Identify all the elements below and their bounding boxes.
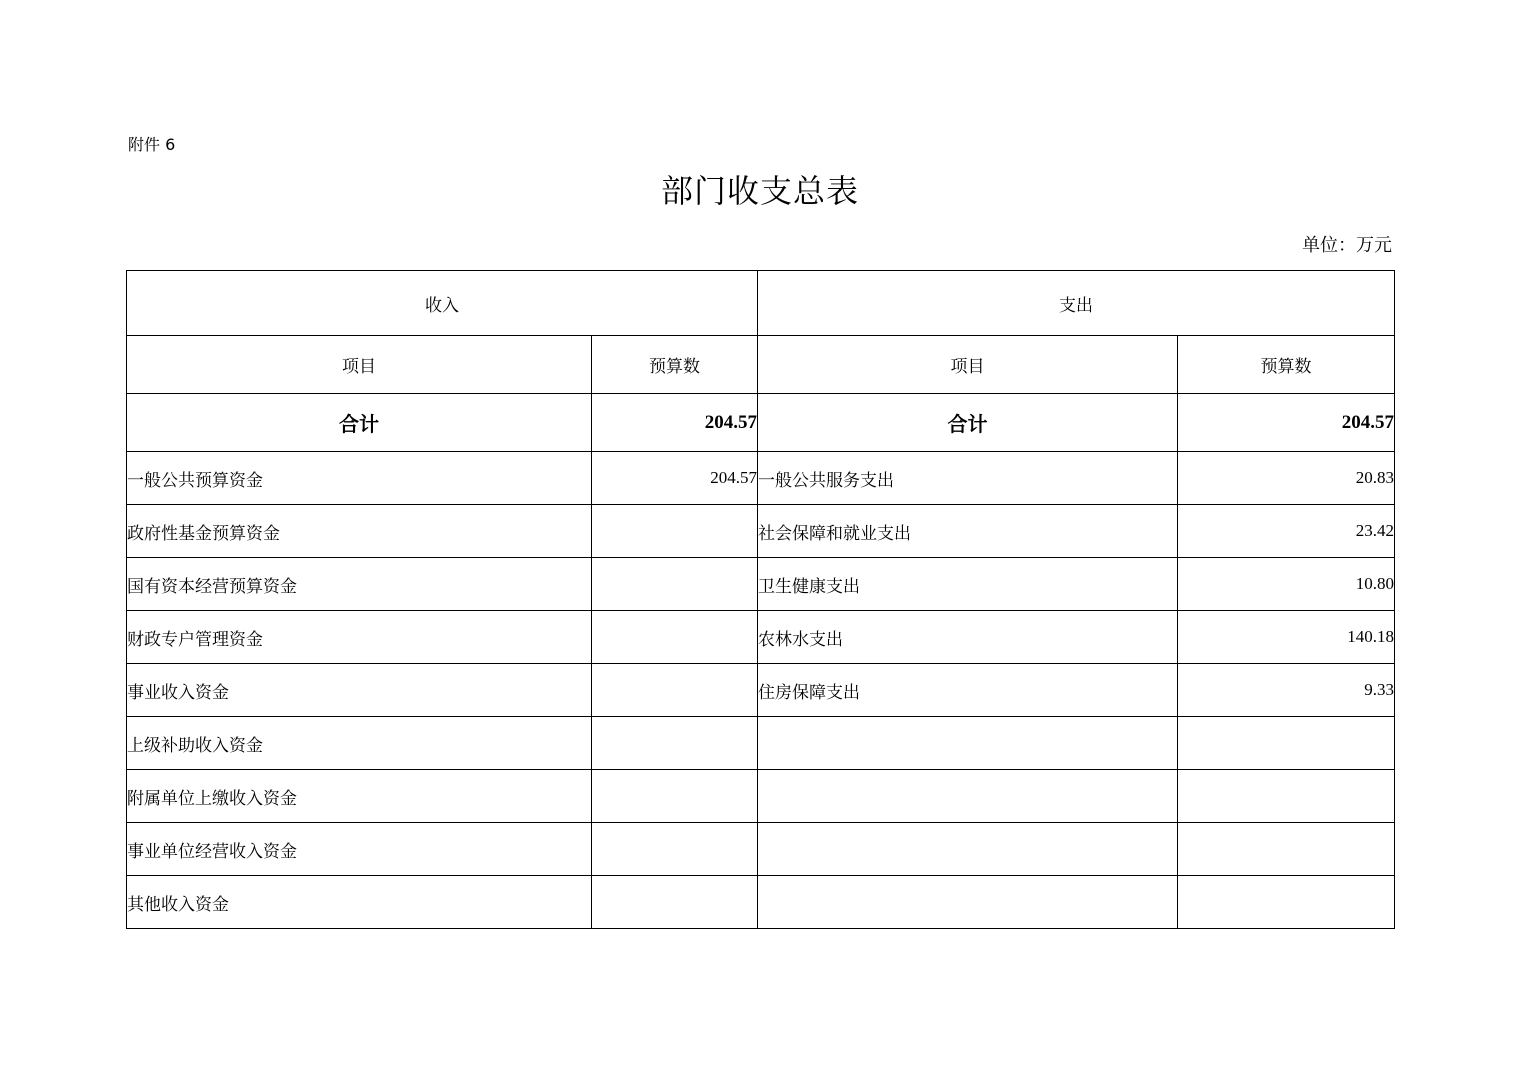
income-value <box>592 823 758 876</box>
column-header-row <box>127 336 1395 394</box>
income-item: 上级补助收入资金 <box>127 717 592 770</box>
expense-item <box>758 823 1178 876</box>
income-value <box>592 558 758 611</box>
table-row <box>127 717 1395 770</box>
income-value <box>592 876 758 929</box>
table-row <box>127 558 1395 611</box>
table-row <box>127 611 1395 664</box>
expense-value <box>1178 823 1395 876</box>
expense-budget-header: 预算数 <box>1178 336 1395 394</box>
expense-item-header: 项目 <box>758 336 1178 394</box>
budget-table <box>126 270 1395 929</box>
income-item: 附属单位上缴收入资金 <box>127 770 592 823</box>
income-item: 政府性基金预算资金 <box>127 505 592 558</box>
income-item: 财政专户管理资金 <box>127 611 592 664</box>
income-budget-header: 预算数 <box>592 336 758 394</box>
income-item: 国有资本经营预算资金 <box>127 558 592 611</box>
unit-label: 单位：万元 <box>1302 235 1392 256</box>
table-row <box>127 452 1395 505</box>
table-row <box>127 505 1395 558</box>
income-total-value: 204.57 <box>592 394 758 452</box>
expense-total-value: 204.57 <box>1178 394 1395 452</box>
attachment-label: 附件 6 <box>128 135 176 154</box>
income-value <box>592 611 758 664</box>
total-row <box>127 394 1395 452</box>
income-item: 事业收入资金 <box>127 664 592 717</box>
expense-value <box>1178 717 1395 770</box>
expense-value <box>1178 770 1395 823</box>
expense-value: 20.83 <box>1178 452 1395 505</box>
income-total-label: 合计 <box>127 394 592 452</box>
expense-value: 23.42 <box>1178 505 1395 558</box>
income-item-header: 项目 <box>127 336 592 394</box>
income-item: 一般公共预算资金 <box>127 452 592 505</box>
income-value: 204.57 <box>592 452 758 505</box>
expense-value: 9.33 <box>1178 664 1395 717</box>
income-item: 事业单位经营收入资金 <box>127 823 592 876</box>
expense-item: 卫生健康支出 <box>758 558 1178 611</box>
expense-item: 农林水支出 <box>758 611 1178 664</box>
income-section-header: 收入 <box>127 271 758 336</box>
table-row <box>127 876 1395 929</box>
expense-value <box>1178 876 1395 929</box>
expense-value: 140.18 <box>1178 611 1395 664</box>
income-item: 其他收入资金 <box>127 876 592 929</box>
expense-item: 社会保障和就业支出 <box>758 505 1178 558</box>
page-title: 部门收支总表 <box>660 172 859 210</box>
expense-value: 10.80 <box>1178 558 1395 611</box>
income-value <box>592 664 758 717</box>
income-value <box>592 505 758 558</box>
table-row <box>127 664 1395 717</box>
expense-item <box>758 770 1178 823</box>
table-row <box>127 770 1395 823</box>
expense-item <box>758 717 1178 770</box>
expense-section-header: 支出 <box>758 271 1395 336</box>
expense-item <box>758 876 1178 929</box>
table-row <box>127 823 1395 876</box>
expense-total-label: 合计 <box>758 394 1178 452</box>
expense-item: 住房保障支出 <box>758 664 1178 717</box>
income-value <box>592 717 758 770</box>
expense-item: 一般公共服务支出 <box>758 452 1178 505</box>
section-header-row <box>127 271 1395 336</box>
income-value <box>592 770 758 823</box>
budget-table-body <box>127 271 1395 929</box>
